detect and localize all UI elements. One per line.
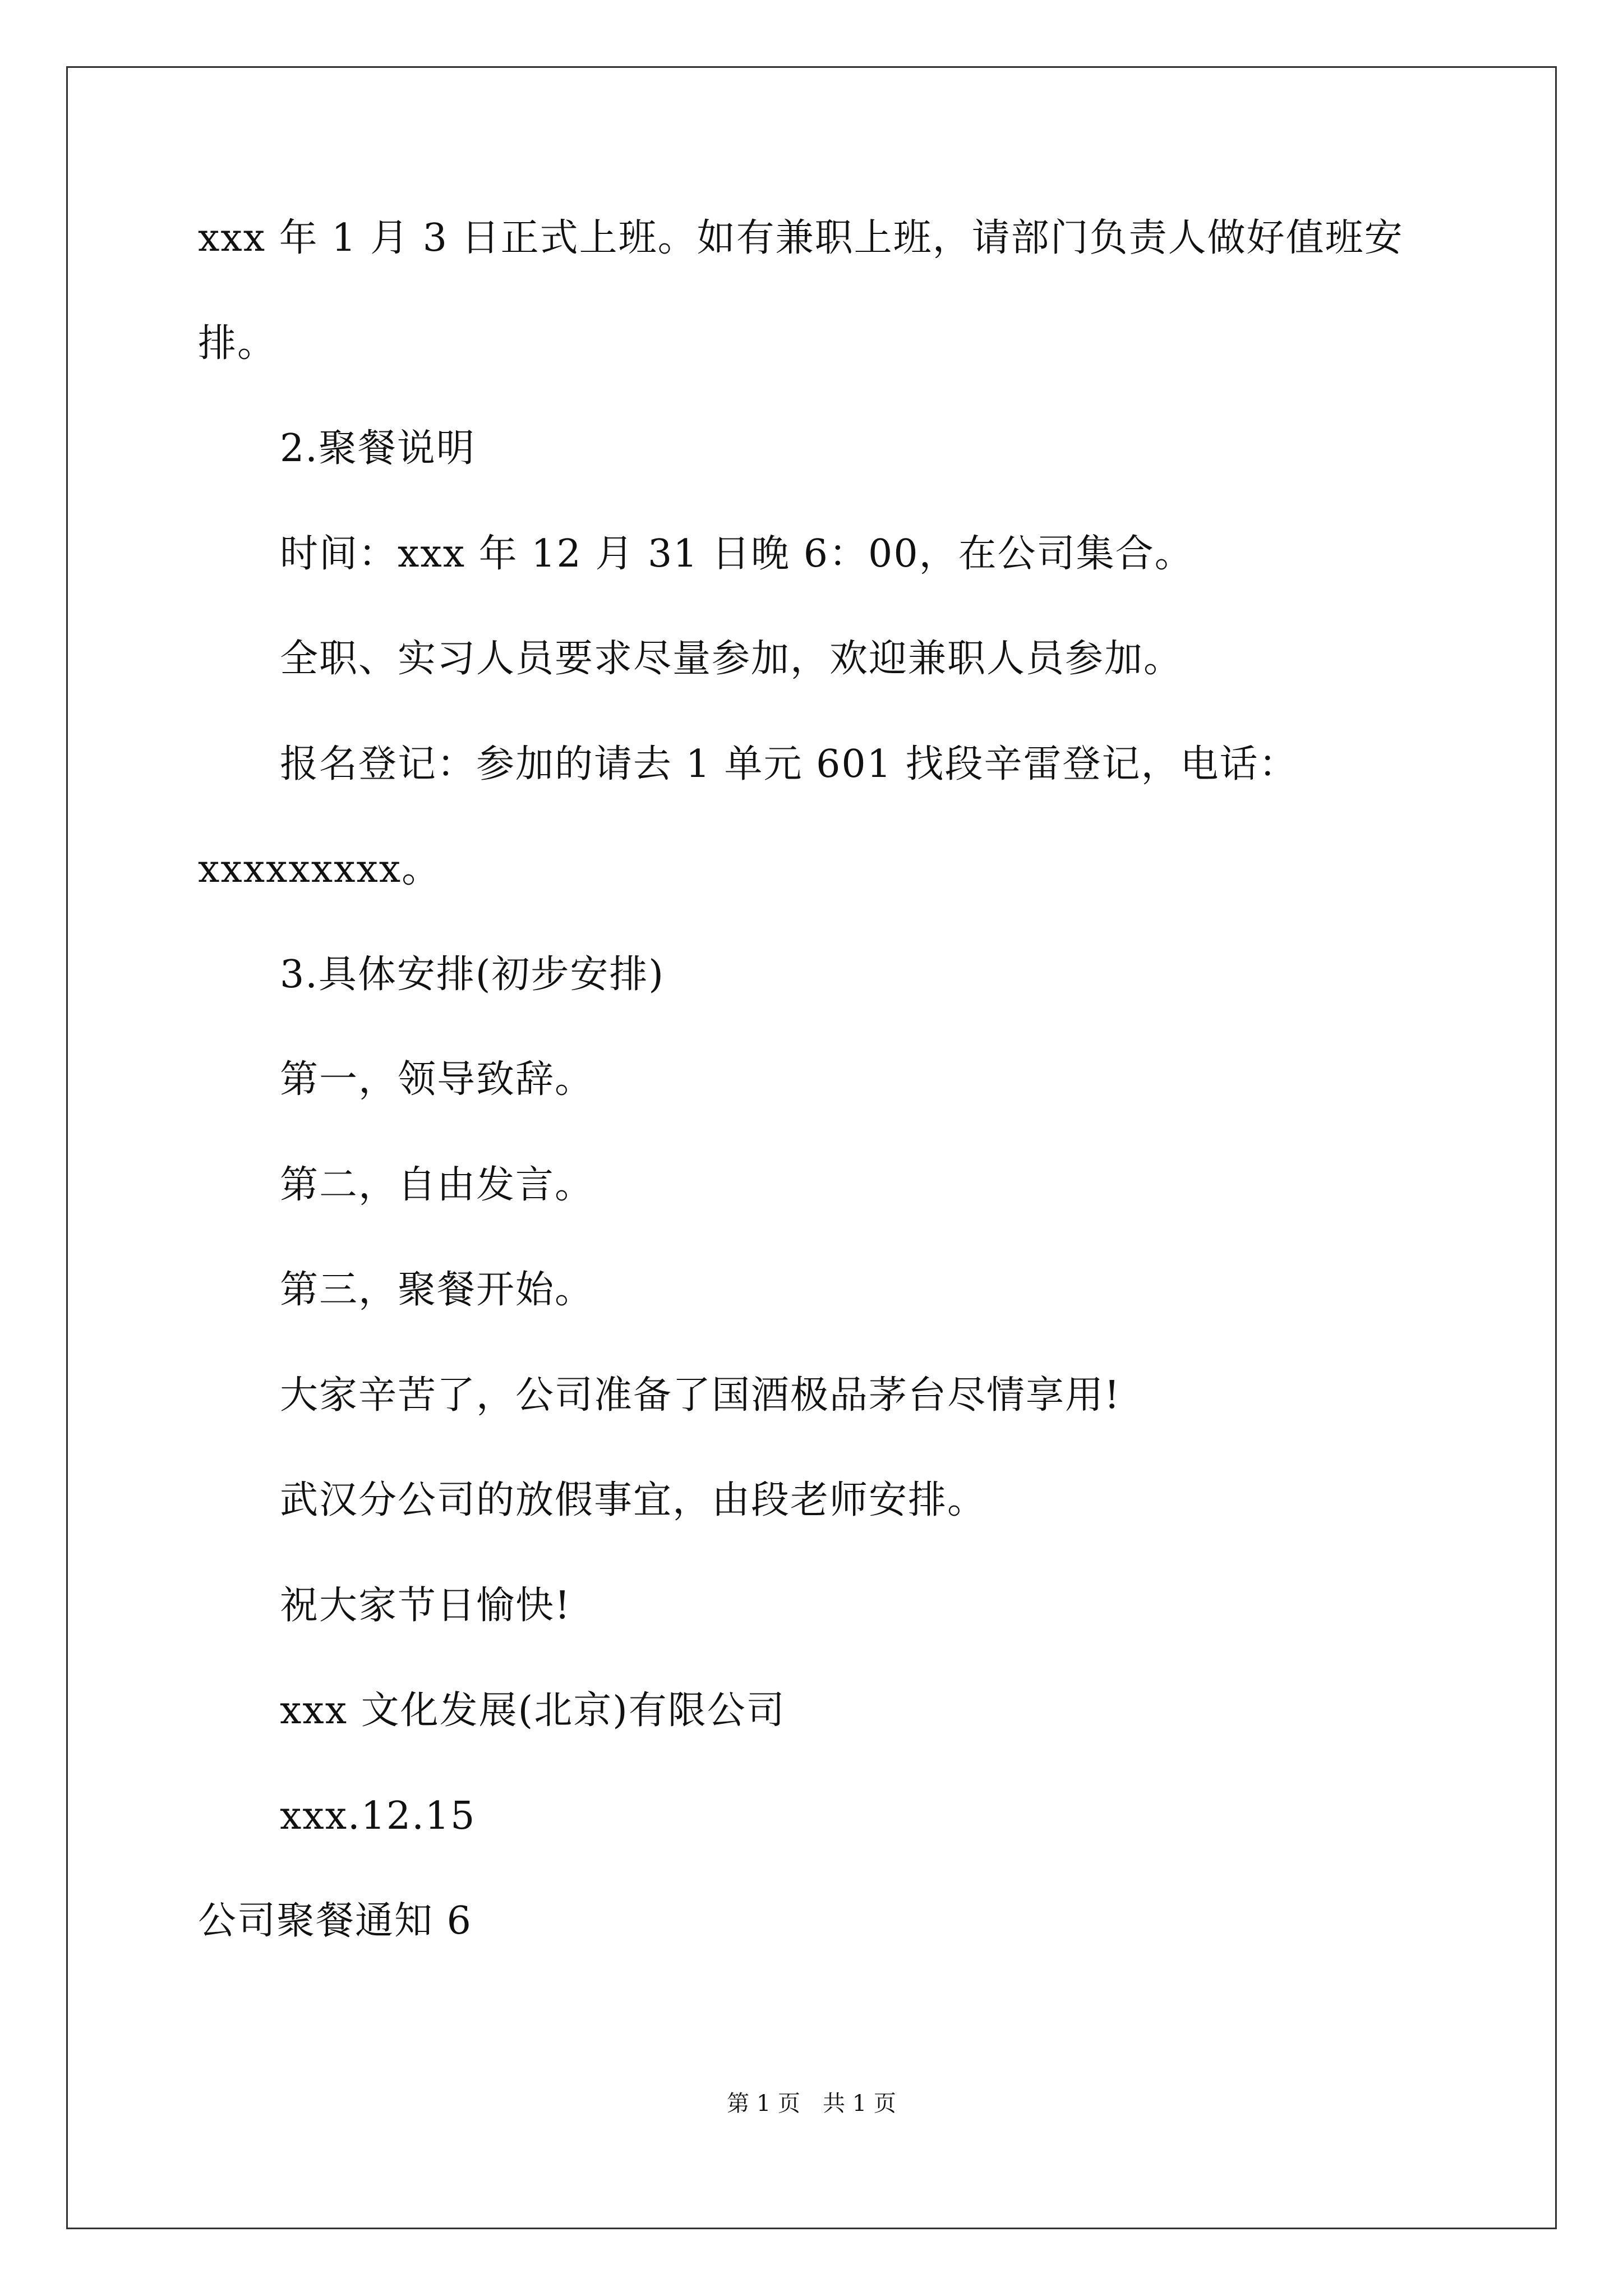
page-footer <box>0 2090 1623 2118</box>
paragraph-line: xxx 年 1 月 3 日正式上班。如有兼职上班，请部门负责人做好值班安 <box>198 216 1404 260</box>
signature-company: xxx 文化发展(北京)有限公司 <box>280 1688 786 1733</box>
paragraph-line: 第一，领导致辞。 <box>280 1057 594 1102</box>
paragraph-line: 武汉分公司的放假事宜，由段老师安排。 <box>280 1478 987 1522</box>
paragraph-line: xxxxxxxxx。 <box>198 847 441 891</box>
section-heading: 3.具体安排(初步安排) <box>280 953 665 997</box>
paragraph-line: 祝大家节日愉快! <box>280 1584 571 1628</box>
paragraph-line: 大家辛苦了，公司准备了国酒极品茅台尽情享用! <box>280 1373 1121 1418</box>
paragraph-line: 报名登记：参加的请去 1 单元 601 找段辛雷登记，电话： <box>280 742 1298 786</box>
section-heading: 2.聚餐说明 <box>280 426 476 471</box>
paragraph-line: 第二，自由发言。 <box>280 1163 594 1207</box>
next-title: 公司聚餐通知 6 <box>198 1899 472 1943</box>
paragraph-line: 第三，聚餐开始。 <box>280 1268 594 1312</box>
paragraph-line: 全职、实习人员要求尽量参加，欢迎兼职人员参加。 <box>280 637 1183 681</box>
paragraph-line: 排。 <box>198 321 277 366</box>
signature-date: xxx.12.15 <box>280 1794 476 1838</box>
page-number-total: 共 1 页 <box>823 2091 896 2116</box>
page-number-current: 第 1 页 <box>727 2091 800 2116</box>
paragraph-line: 时间：xxx 年 12 月 31 日晚 6：00，在公司集合。 <box>280 532 1194 576</box>
